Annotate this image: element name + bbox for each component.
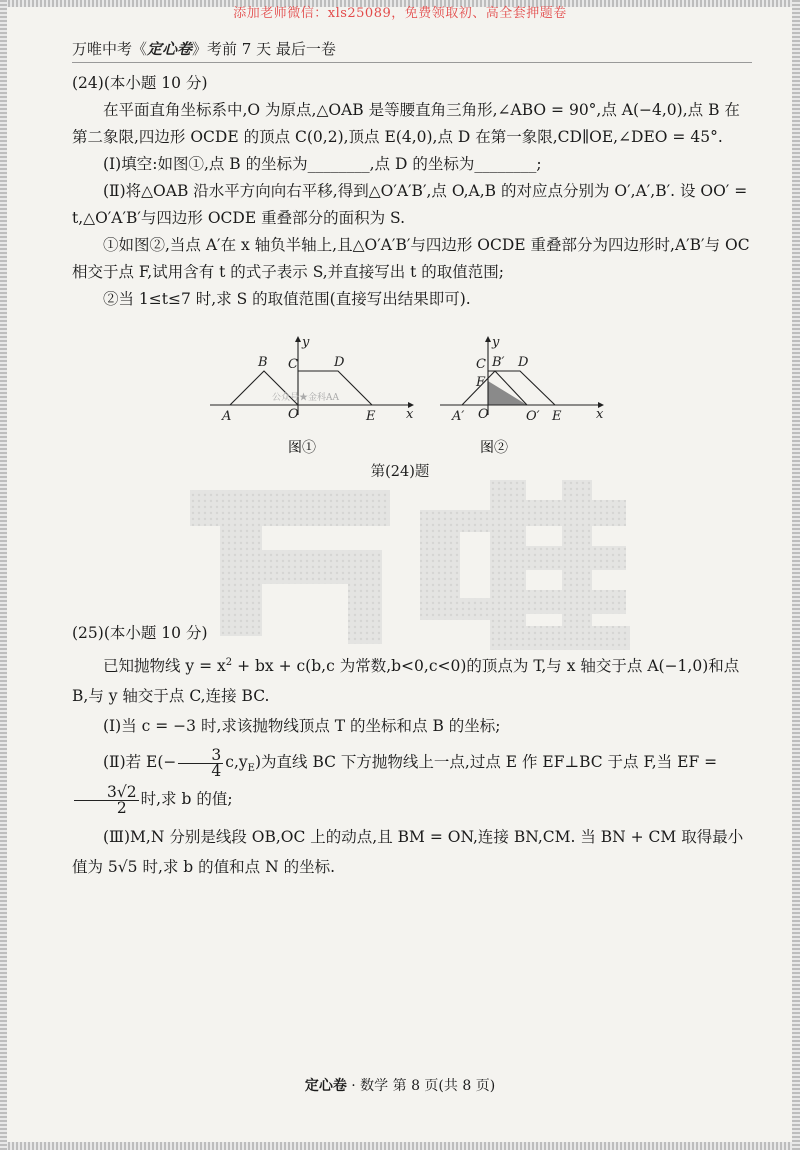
fig2-label-e: E (552, 409, 562, 424)
q24-figures (200, 330, 620, 480)
q24-figure-caption: 第(24)题 (370, 464, 430, 480)
fig2-label-b: B′ (492, 355, 505, 370)
q24-sub1: ①如图②,当点 A′在 x 轴负半轴上,且△O′A′B′与四边形 OCDE 重叠部分为四边形时,A′B′与 OC 相交于点 F,试用含有 t 的式子表示 S,并直接写出 t 的取值范围; (72, 236, 750, 281)
q25-sup-2: 2 (225, 657, 233, 668)
q24-part1: (Ⅰ)填空:如图①,点 B 的坐标为________,点 D 的坐标为________; (103, 155, 542, 173)
header-brand: 定心卷 (147, 40, 193, 58)
fig2-label-o-prime: O′ (526, 409, 540, 424)
fig2-label-a: A′ (452, 409, 465, 424)
q25-part1: (Ⅰ)当 c = −3 时,求该抛物线顶点 T 的坐标和点 B 的坐标; (103, 717, 501, 736)
frac2-den: 2 (116, 798, 127, 817)
q25-part2-a: (Ⅱ)若 E(− (103, 753, 177, 772)
q25-part3: (Ⅲ)M,N 分别是线段 OB,OC 上的动点,且 BM = ON,连接 BN,CM. 当 BN + CM 取得最小值为 5√5 时,求 b 的值和点 N 的坐标. (72, 827, 744, 876)
figure-2 (440, 336, 604, 415)
header-rule (72, 62, 752, 63)
fig2-caption: 图② (480, 440, 508, 456)
q25-intro-b: + bx + c(b,c 为常数,b<0,c<0)的顶点为 T,与 x 轴交于点 A(−1,0)和点 B,与 y 轴交于点 C,连接 BC. (72, 657, 740, 706)
frac1-num: 3 (178, 748, 223, 764)
q25-frac-3root2-2 (74, 782, 139, 817)
question-24 (72, 70, 752, 313)
fig1-label-c: C (288, 357, 298, 372)
q25-part2 (72, 747, 752, 816)
fig1-label-b: B (258, 355, 268, 370)
q25-part2-b: c,y (225, 753, 248, 772)
frac2-num: 3√2 (74, 785, 139, 801)
fig1-label-y: y (302, 335, 310, 350)
fig2-overlap-shading (488, 371, 527, 405)
fig1-label-o: O (288, 407, 299, 422)
header-prefix: 万唯中考《 (72, 40, 148, 58)
fig2-label-c: C (476, 357, 486, 372)
fig1-label-e: E (366, 409, 376, 424)
q25-frac-3-4 (178, 745, 223, 780)
q25-title: (25)(本小题 10 分) (72, 624, 208, 642)
q25-part2-d: 时,求 b 的值; (140, 790, 233, 809)
footer-brand: 定心卷 (304, 1078, 347, 1094)
q25-intro-a: 已知抛物线 y = x (103, 657, 226, 676)
fig2-label-x: x (596, 407, 604, 422)
header-suffix: 》考前 7 天 最后一卷 (192, 40, 336, 58)
fig1-label-x: x (406, 407, 414, 422)
fig2-label-f: F (476, 375, 486, 390)
frac1-den: 4 (211, 761, 222, 780)
page-border-bottom (0, 1142, 800, 1150)
q24-part2: (Ⅱ)将△OAB 沿水平方向向右平移,得到△O′A′B′,点 O,A,B 的对应点分别为 O′,A′,B′. 设 OO′ = t,△O′A′B′与四边形 OCDE 重叠部分的面积为 S. (72, 182, 748, 227)
page-footer (0, 1075, 800, 1095)
figure-1 (210, 336, 414, 415)
q25-part2-c: )为直线 BC 下方抛物线上一点,过点 E 作 EF⊥BC 于点 F,当 EF = (254, 753, 718, 772)
fig2-label-d: D (518, 355, 529, 370)
q24-sub2: ②当 1≤t≤7 时,求 S 的取值范围(直接写出结果即可). (103, 290, 471, 308)
fig-watermark: 公众号★金科AA (272, 393, 339, 403)
fig2-label-o: O (478, 407, 489, 422)
q24-intro: 在平面直角坐标系中,O 为原点,△OAB 是等腰直角三角形,∠ABO = 90°,点 A(−4,0),点 B 在第二象限,四边形 OCDE 的顶点 C(0,2),顶点 E(4,0),点 D 在第一象限,CD∥OE,∠DEO = 45°. (72, 101, 740, 146)
fig1-label-a: A (222, 409, 232, 424)
page-header (72, 38, 336, 59)
page-border-left (0, 0, 7, 1150)
fig1-caption: 图① (288, 440, 316, 456)
q25-sub-e: E (247, 763, 255, 775)
q25-intro (72, 648, 752, 711)
fig1-label-d: D (334, 355, 345, 370)
top-watermark: 添加老师微信：xls25089，免费领取初、高全套押题卷 (233, 6, 567, 21)
question-25 (72, 618, 752, 882)
page-border-right (792, 0, 800, 1150)
q24-title: (24)(本小题 10 分) (72, 74, 208, 92)
fig2-label-y: y (492, 335, 500, 350)
footer-text: · 数学 第 8 页(共 8 页) (346, 1078, 496, 1094)
